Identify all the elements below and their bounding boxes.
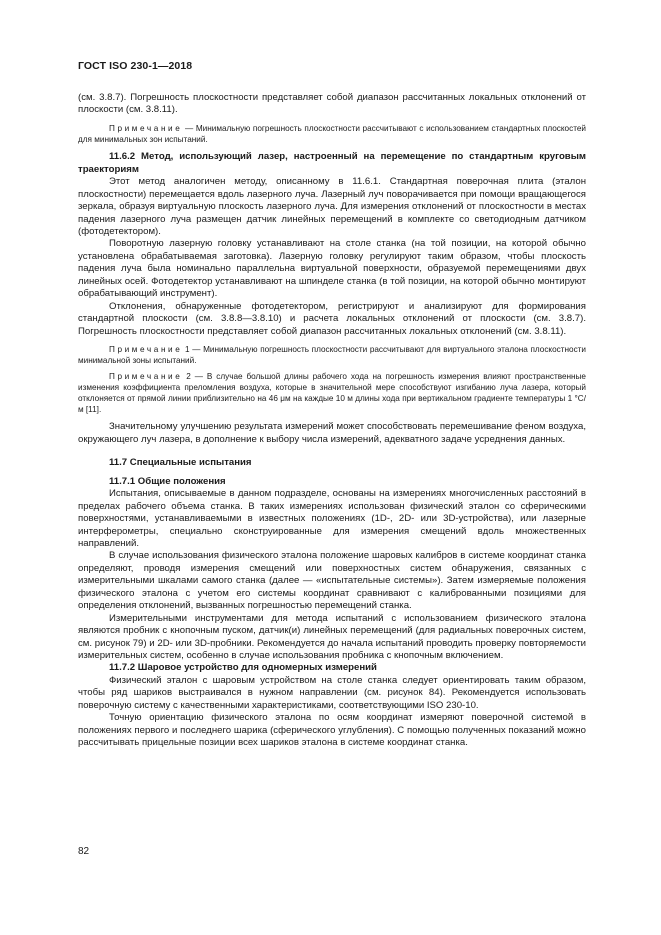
note-2 [78, 371, 586, 416]
note-label: Примечание [109, 371, 183, 381]
note-label: Примечание [109, 345, 183, 355]
note-text: — Минимальную погрешность плоскостности рассчитывают с использованием стандартных плоскостей для минимальных зон испытаний. [78, 123, 586, 145]
document-header: ГОСТ ISO 230-1—2018 [78, 60, 193, 72]
section-heading-11-7-2: 11.7.2 Шаровое устройство для одномерных измерений [109, 662, 377, 674]
note-1 [78, 344, 586, 366]
paragraph: Этот метод аналогичен методу, описанному в 11.6.1. Стандартная поверочная плита (эталон плоскостности) перемещается вдоль лазерного луча. Лазерный луч поворачивается при помощи вращающегося зеркала, образуя виртуальную плоскость лазерного луча. Для измерения отклонений от плоскостности в местах падения лазерного луча размещен датчик линейных перемещений в комплекте со светодиодным датчиком (фотодетектором). [78, 176, 586, 238]
section-heading-11-6-2: 11.6.2 Метод, использующий лазер, настроенный на перемещение по стандартным круговым траекториям [78, 151, 586, 175]
paragraph: Испытания, описываемые в данном подразделе, основаны на измерениях многочисленных расстояний в пределах рабочего объема станка. В таких измерениях использован физический эталон со сферическими поверхностями, устанавливаемыми в известных положениях (1D-, 2D- или 3D-устройства), или лазерные интерферометры, специально сконструированные для измерения смещений вдоль множественных направлений. [78, 488, 586, 549]
note-minimal-flatness-zones [78, 123, 586, 145]
paragraph: Значительному улучшению результата измерений может способствовать перемешивание феном воздуха, окружающего луч лазера, в дополнение к выбору числа измерений, адекватного задаче усреднения данных. [78, 421, 586, 445]
paragraph: Отклонения, обнаруженные фотодетектором, регистрируют и анализируют для формирования стандартной плоскости (см. 3.8.8—3.8.10) и расчета локальных отклонений от плоскости (см. 3.8.7). Погрешность плоскостности представляет собой диапазон рассчитанных локальных отклонений (см. 3.8.11). [78, 300, 586, 337]
note-text: 1 — Минимальную погрешность плоскостности рассчитывают для виртуального эталона плоскостности минимальной зоны испытаний. [78, 345, 586, 366]
paragraph: В случае использования физического эталона положение шаровых калибров в системе координат станка определяют, проводя измерения смещений или поверхностных систем обнаружения, связанных с измерительными шкалами самого станка (далее — «испытательные системы»). Затем измеряемые положения физического эталона с учетом его системы координат сравнивают с калиброванными позициями для определения отклонений, вызванных погрешностью перемещений станка. [78, 550, 586, 612]
note-label: Примечание [109, 123, 183, 133]
paragraph: Поворотную лазерную головку устанавливают на столе станка (на той позиции, на которой обычно установлена обрабатываемая заготовка). Лазерную головку регулируют таким образом, чтобы плоскость падения луча была номинально параллельна виртуальной поверхности, образуемой перемещениями двух линейных осей. Фотодетектор устанавливают на шпинделе станка (в той позиции, на которой обычно монтируют обрабатывающий инструмент). [78, 238, 586, 300]
note-text: 2 — В случае большой длины рабочего хода на погрешность измерения влияют пространственные изменения коэффициента преломления воздуха, которые в значительной мере способствуют изгибанию луча лазера, который отклоняется от прямой линии приблизительно на 46 μм на каждые 10 м длины хода при вертикальном градиенте температуры 1 °С/м [11]. [78, 371, 586, 415]
section-heading-11-7: 11.7 Специальные испытания [109, 457, 252, 469]
paragraph: Измерительными инструментами для метода испытаний с использованием физического эталона являются пробник с кнопочным пуском, датчик(и) линейных перемещений (для радиальных поверочных систем, см. рисунок 79) и 2D- или 3D-пробники. Рекомендуется до начала испытаний проводить проверку повторяемости измерительных систем, особенно в случае использования пробника с кнопочным включением. [78, 612, 586, 662]
continuation-paragraph: (см. 3.8.7). Погрешность плоскостности представляет собой диапазон рассчитанных локальных отклонений от плоскости (см. 3.8.11). [78, 92, 586, 116]
paragraph: Точную ориентацию физического эталона по осям координат измеряют поверочной системой в положениях первого и последнего шарика (сферического углубления). С помощью полученных показаний можно рассчитывать прицельные позиции всех шариков эталона в системе координат станка. [78, 712, 586, 749]
paragraph: Физический эталон с шаровым устройством на столе станка следует ориентировать таким образом, чтобы ряд шариков выстраивался в нужном направлении (см. рисунок 84). Рекомендуется использовать поверочную систему с качественными характеристиками, соответствующими ISO 230-10. [78, 674, 586, 711]
page-body [78, 92, 586, 750]
section-heading-11-7-1: 11.7.1 Общие положения [109, 475, 226, 487]
page-number: 82 [78, 846, 90, 857]
